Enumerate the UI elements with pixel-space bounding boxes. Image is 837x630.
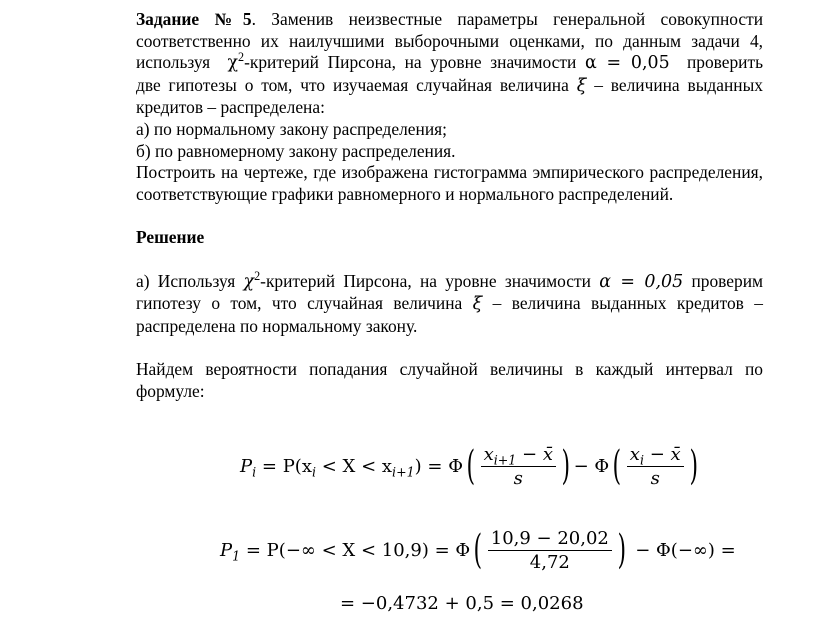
spacer (136, 337, 763, 359)
chi-symbol: χ (243, 271, 255, 292)
fraction: $\frac{10,9 - 20,02}{4,72}$ (488, 528, 612, 573)
alpha-value: α = 0,05 (599, 271, 684, 292)
xi-symbol: ξ (472, 294, 483, 315)
fraction: $\frac{x_{i+1} - x̄}{s}$ (481, 444, 556, 489)
chi-symbol: χ (227, 53, 239, 74)
formula-lhs: $P_i$ (240, 455, 257, 480)
task-text: – величина выданных (594, 74, 763, 95)
task-build-paragraph: Построить на чертеже, где изображена гистограмма эмпирического распределения, соответствующие графики равномерного и нормального распределений. (136, 162, 763, 204)
fraction: $\frac{x_i - x̄}{s}$ (627, 444, 684, 489)
p1-formula (220, 522, 736, 578)
solution-text: -критерий Пирсона, на уровне значимости (260, 270, 591, 291)
left-paren: ( (612, 443, 622, 489)
p1-result (340, 590, 640, 616)
task-line-5: кредитов – распределена: (136, 97, 325, 118)
task-line-2: соответственно их наилучшими выборочными оценками, по данным задачи 4, (136, 30, 763, 51)
task-line-1 (136, 9, 763, 31)
task-text: две гипотезы о том, что изучаемая случайная величина (136, 74, 569, 95)
left-paren: ( (473, 527, 483, 573)
task-title: Задание №5 (136, 9, 252, 29)
task-item-b: б) по равномерному закону распределения. (136, 140, 456, 161)
formula-lhs: $P_1$ (220, 539, 241, 564)
solution-text: а) Используя (136, 270, 236, 291)
right-paren: ) (561, 443, 571, 489)
task-text: -критерий Пирсона, на уровне значимости (244, 52, 577, 73)
right-paren: ) (617, 527, 626, 573)
document-page (136, 9, 763, 402)
solution-text: проверим гипотезу о том, что случайная величина (136, 270, 764, 314)
alpha-value: α = 0,05 (584, 53, 670, 74)
formula-text: − Φ (573, 455, 610, 477)
right-paren: ) (689, 443, 698, 489)
task-item-a: а) по нормальному закону распределения; (136, 118, 447, 139)
formula-text: − Φ(−∞) = (635, 539, 736, 561)
task-text: проверить (686, 52, 763, 73)
solution-heading: Решение (136, 227, 205, 248)
task-text: . Заменив неизвестные параметры генеральной совокупности (251, 9, 763, 29)
formula-text: = −0,4732 + 0,5 = 0,0268 (340, 592, 584, 614)
solution-paragraph-1 (136, 268, 764, 338)
chi-exponent: 2 (238, 50, 245, 65)
formula-text: = $P(x_i < X < x_{i+1}) = \Phi$ (261, 455, 463, 480)
left-paren: ( (466, 443, 476, 489)
solution-text: – величина выданных кредитов – распределена по нормальному закону. (136, 293, 763, 336)
formula-text: = P(−∞ < X < 10,9) = Φ (245, 539, 471, 561)
probability-formula (240, 438, 698, 494)
xi-symbol: ξ (576, 75, 587, 96)
task-text: используя (136, 52, 211, 73)
chi-exponent: 2 (254, 268, 261, 283)
solution-paragraph-2: Найдем вероятности попадания случайной величины в каждый интервал по формуле: (136, 358, 763, 401)
spacer (136, 249, 763, 271)
task-line-4 (136, 75, 763, 98)
task-line-3 (136, 52, 763, 75)
